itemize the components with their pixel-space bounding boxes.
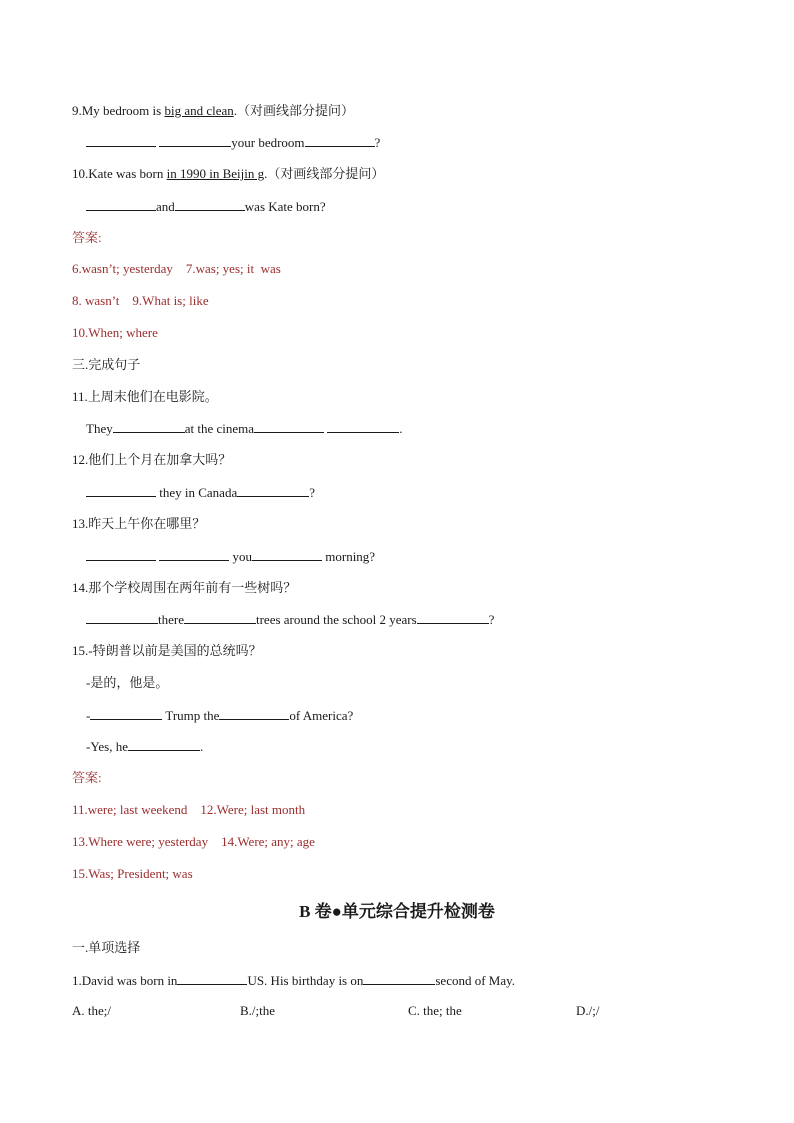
q9-text: your bedroom <box>231 135 305 150</box>
blank[interactable] <box>86 547 156 561</box>
q15-text: -Yes, he <box>86 739 129 754</box>
blank[interactable] <box>219 706 289 720</box>
blank[interactable] <box>86 133 156 147</box>
q11-text: They <box>86 421 113 436</box>
question-13-answer-line <box>86 547 375 566</box>
q9-prefix: 9.My bedroom is <box>72 103 165 118</box>
q15-dash: - <box>86 708 91 723</box>
question-9 <box>72 102 354 120</box>
blank[interactable] <box>86 483 156 497</box>
answer-line: 11.were; last weekend 12.Were; last month <box>72 802 306 817</box>
section-b-title: B 卷●单元综合提升检测卷 <box>299 902 495 921</box>
q10-suffix: .（对画线部分提问） <box>264 166 385 181</box>
blank[interactable] <box>113 419 185 433</box>
blank[interactable] <box>86 197 156 211</box>
question-15-answer-line <box>86 706 353 725</box>
q15-text: of America? <box>289 708 354 723</box>
blank[interactable] <box>305 133 375 147</box>
q13-text: morning? <box>322 549 376 564</box>
question-14-answer-line <box>86 610 494 629</box>
question-11: 11.上周末他们在电影院。 <box>72 389 218 404</box>
question-12: 12.他们上个月在加拿大吗？ <box>72 452 232 467</box>
question-10 <box>72 165 384 183</box>
q9-underlined: big and clean <box>164 103 234 118</box>
q11-text: at the cinema <box>184 421 255 436</box>
blank[interactable] <box>128 737 200 751</box>
q11-end: . <box>399 421 403 436</box>
blank[interactable] <box>175 197 245 211</box>
blank[interactable] <box>417 610 489 624</box>
q9-end: ? <box>374 135 381 150</box>
mc1-text: 1.David was born in <box>72 973 178 988</box>
question-14: 14.那个学校周围在两年前有一些树吗？ <box>72 580 297 595</box>
blank[interactable] <box>159 133 231 147</box>
blank[interactable] <box>90 706 162 720</box>
question-11-answer-line <box>86 419 403 438</box>
q15-end: . <box>200 739 204 754</box>
answer-line: 15.Was; President; was <box>72 866 193 881</box>
mc1-option-a[interactable]: A. the;/ <box>72 1003 111 1018</box>
section-title: 三.完成句子 <box>72 357 141 372</box>
answer-line: 10.When; where <box>72 325 158 340</box>
question-15: 15.-特朗普以前是美国的总统吗？ <box>72 643 262 658</box>
question-10-answer-line <box>86 197 326 216</box>
q14-text: there <box>158 612 184 627</box>
mc1-option-c[interactable]: C. the; the <box>408 1003 462 1018</box>
blank[interactable] <box>237 483 309 497</box>
q14-end: ? <box>488 612 495 627</box>
question-9-answer-line <box>86 133 380 152</box>
q13-text: you <box>229 549 252 564</box>
blank[interactable] <box>86 610 158 624</box>
blank[interactable] <box>363 971 435 985</box>
mc-question-1 <box>72 971 515 990</box>
answer-label: 答案: <box>72 770 102 785</box>
answer-line: 13.Where were; yesterday 14.Were; any; age <box>72 834 315 849</box>
blank[interactable] <box>159 547 229 561</box>
q12-text: they in Canada <box>156 485 238 500</box>
q12-end: ? <box>309 485 316 500</box>
blank[interactable] <box>252 547 322 561</box>
q14-text: trees around the school 2 years <box>255 612 417 627</box>
question-15-reply-line <box>86 737 203 756</box>
question-12-answer-line <box>86 483 315 502</box>
blank[interactable] <box>184 610 256 624</box>
q10-prefix: 10.Kate was born <box>72 166 167 181</box>
q10-and: and <box>156 199 175 214</box>
q10-underlined: in 1990 in Beijin g <box>166 166 265 181</box>
blank[interactable] <box>327 419 399 433</box>
answer-line: 6.wasn’t; yesterday 7.was; yes; it was <box>72 261 281 276</box>
section-subtitle: 一.单项选择 <box>72 940 141 955</box>
blank[interactable] <box>177 971 247 985</box>
question-15-reply-cn: -是的，他是。 <box>86 675 169 690</box>
mc1-option-b[interactable]: B./;the <box>240 1003 276 1018</box>
answer-label: 答案: <box>72 230 102 245</box>
q15-text: Trump the <box>162 708 220 723</box>
mc1-option-d[interactable]: D./;/ <box>576 1003 600 1018</box>
answer-line: 8. wasn’t 9.What is; like <box>72 293 209 308</box>
q9-suffix: .（对画线部分提问） <box>233 103 355 118</box>
q10-end: was Kate born? <box>244 199 326 214</box>
blank[interactable] <box>254 419 324 433</box>
question-13: 13.昨天上午你在哪里？ <box>72 516 206 531</box>
mc1-text: second of May. <box>435 973 516 988</box>
mc1-text: US. His birthday is on <box>247 973 364 988</box>
